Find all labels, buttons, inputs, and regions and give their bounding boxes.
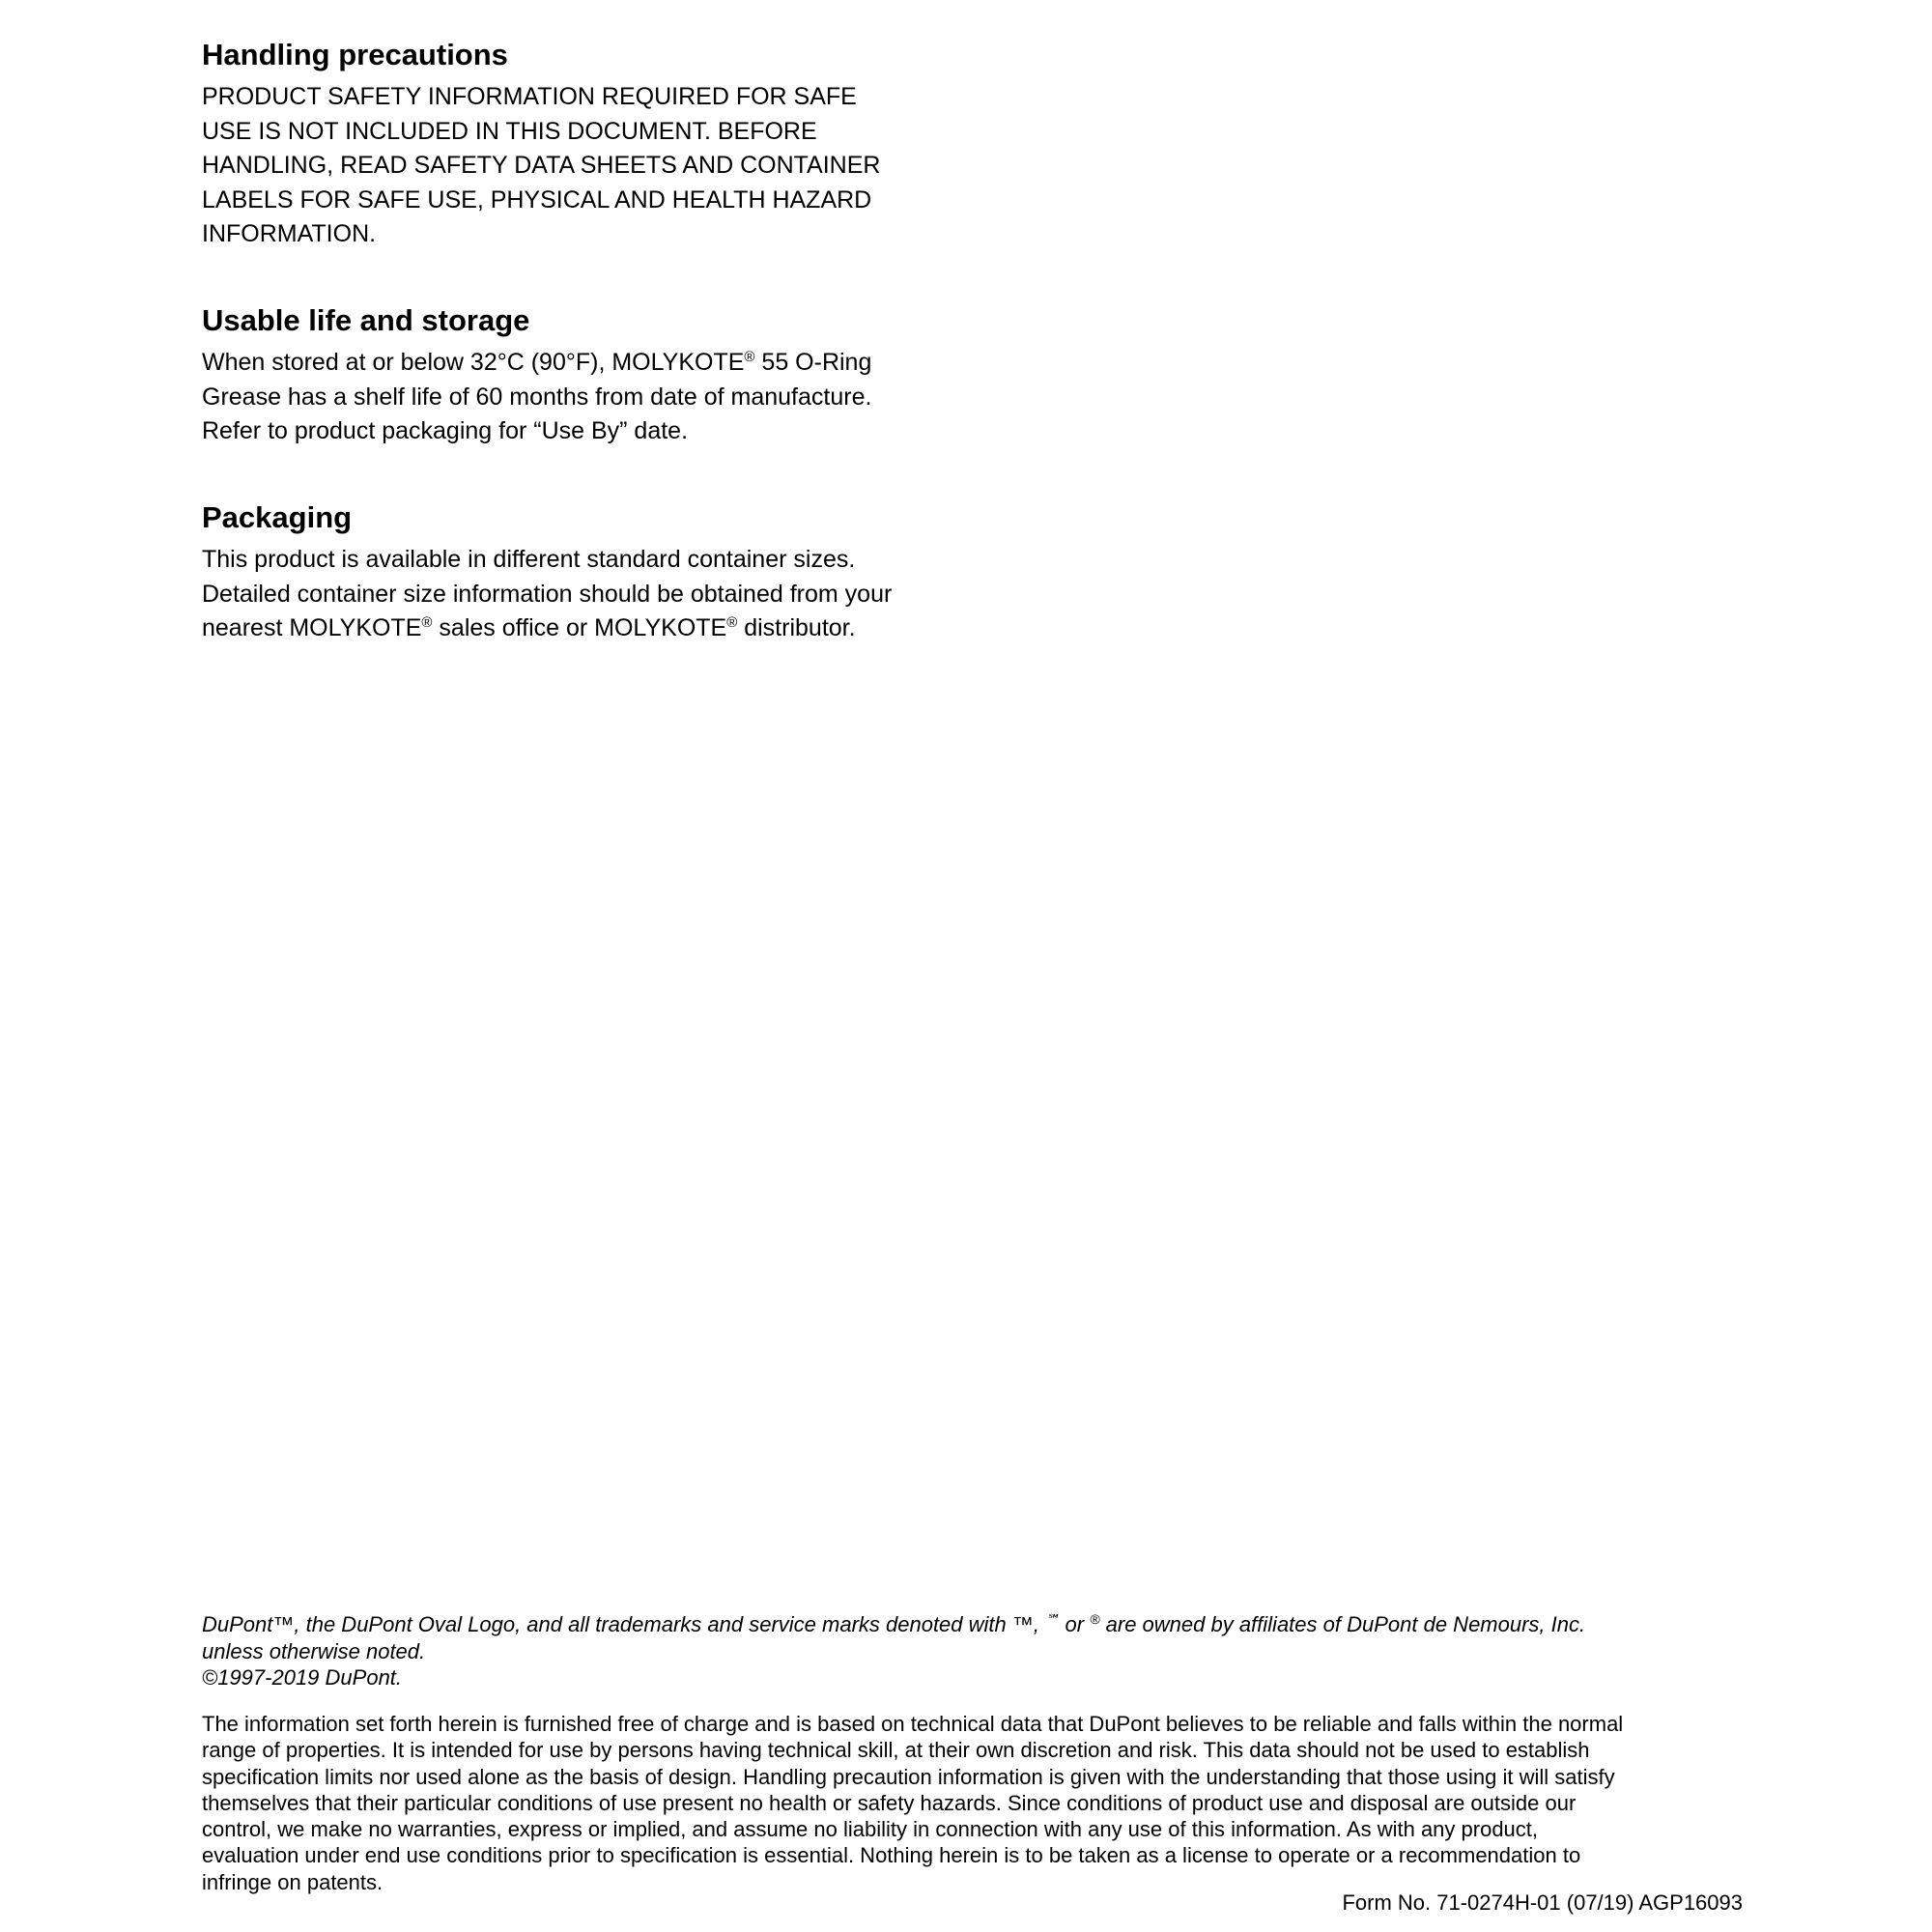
body-line xyxy=(202,346,975,381)
form-number: Form No. 71-0274H-01 (07/19) AGP16093 xyxy=(1342,1890,1743,1915)
disclaimer-line: infringe on patents. xyxy=(202,1869,384,1894)
body-line: PRODUCT SAFETY INFORMATION REQUIRED FOR SAFE xyxy=(202,83,857,110)
handling-precautions-heading: Handling precautions xyxy=(202,38,508,71)
body-line: This product is available in different standard container sizes. xyxy=(202,546,856,573)
trademark-line xyxy=(202,1611,1747,1638)
body-line xyxy=(202,611,975,646)
handling-precautions-section xyxy=(202,36,975,252)
text-span: distributor. xyxy=(737,614,856,641)
text-span: sales office or MOLYKOTE xyxy=(432,614,727,641)
packaging-heading: Packaging xyxy=(202,500,353,534)
body-line: Detailed container size information should be obtained from your xyxy=(202,580,893,608)
body-line: USE IS NOT INCLUDED IN THIS DOCUMENT. BEFORE xyxy=(202,117,817,145)
text-span: DuPont™, the DuPont Oval Logo, and all trademarks and service marks denoted with ™, xyxy=(202,1612,1046,1636)
body-line: INFORMATION. xyxy=(202,220,377,247)
body-line: LABELS FOR SAFE USE, PHYSICAL AND HEALTH HAZARD xyxy=(202,185,872,213)
disclaimer-line: specification limits nor used alone as the basis of design. Handling precaution information is given with the understanding that those using it will satisfy xyxy=(202,1764,1615,1789)
text-span: When stored at or below 32°C (90°F), MOLYKOTE xyxy=(202,349,745,376)
text-span: 55 O-Ring xyxy=(754,349,872,376)
registered-mark: ® xyxy=(726,614,738,631)
usable-life-storage-heading: Usable life and storage xyxy=(202,303,530,337)
usable-life-storage-section xyxy=(202,301,975,449)
disclaimer-line: control, we make no warranties, express or implied, and assume no liability in connection with any use of this information. As with any product, xyxy=(202,1817,1539,1842)
packaging-body xyxy=(202,543,975,646)
body-line: Grease has a shelf life of 60 months from date of manufacture. xyxy=(202,383,872,411)
registered-mark: ® xyxy=(744,349,755,365)
body-line: Refer to product packaging for “Use By” date. xyxy=(202,417,689,444)
service-mark: ℠ xyxy=(1045,1611,1060,1627)
trademark-notice xyxy=(202,1611,1747,1691)
body-line: HANDLING, READ SAFETY DATA SHEETS AND CONTAINER xyxy=(202,152,881,179)
disclaimer-line: range of properties. It is intended for use by persons having technical skill, at their own discretion and risk. This data should not be used to establish xyxy=(202,1738,1590,1763)
registered-mark: ® xyxy=(421,614,433,631)
copyright-line: ©1997-2019 DuPont. xyxy=(202,1665,403,1690)
text-span: or xyxy=(1059,1612,1091,1636)
disclaimer-paragraph xyxy=(202,1711,1747,1895)
trademark-line: unless otherwise noted. xyxy=(202,1638,426,1663)
text-span: are owned by affiliates of DuPont de Nemours, Inc. xyxy=(1099,1612,1586,1636)
disclaimer-line: The information set forth herein is furnished free of charge and is based on technical data that DuPont believes to be reliable and falls within the normal xyxy=(202,1712,1624,1736)
text-span: nearest MOLYKOTE xyxy=(202,614,422,641)
packaging-section xyxy=(202,498,975,646)
registered-mark: ® xyxy=(1090,1611,1100,1627)
handling-precautions-body xyxy=(202,80,975,252)
disclaimer-line: evaluation under end use conditions prior to specification is essential. Nothing herein is to be taken as a license to operate or a recommendation to xyxy=(202,1843,1581,1868)
usable-life-storage-body xyxy=(202,346,975,449)
disclaimer-line: themselves that their particular conditions of use present no health or safety hazards. Since conditions of product use and disposal are outside our xyxy=(202,1790,1577,1815)
